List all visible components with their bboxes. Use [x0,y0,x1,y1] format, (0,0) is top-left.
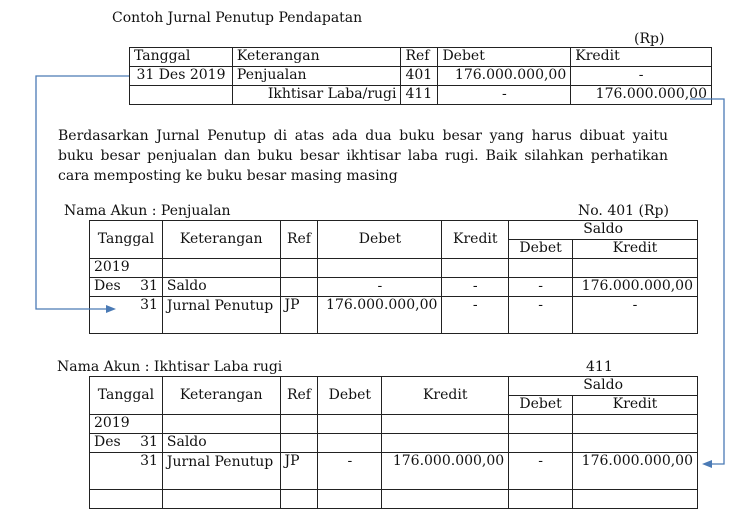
explanation-paragraph: Berdasarkan Jurnal Penutup di atas ada dua buku besar yang harus dibuat yaitu buku besar penjualan dan buku besar ikhtisar laba rugi. Baik silahkan perhatikan cara memposting ke buku besar masing masing [58,128,668,184]
ledger-income-day: 31 [140,434,158,450]
ledger-income-month: Des [94,434,121,450]
journal-header-desc: Keterangan [232,48,401,67]
ledger-income-saldo-debet: - [509,453,573,490]
ledger-sales-desc: Jurnal Penutup [162,297,280,334]
ledger-sales-account-number: No. 401 (Rp) [578,203,669,219]
ledger-sales-header-saldo-kredit: Kredit [573,240,698,259]
journal-kredit: 176.000.000,00 [571,86,712,105]
ledger-income-header-kredit: Kredit [382,377,509,415]
arrowhead-sales [106,305,116,313]
journal-header-kredit: Kredit [571,48,712,67]
ledger-income-header-desc: Keterangan [162,377,280,415]
ledger-sales-day: 31 [140,297,158,313]
ledger-income-account-name: Nama Akun : Ikhtisar Laba rugi [57,359,283,375]
arrow-posting-sales [36,76,129,309]
journal-currency: (Rp) [634,31,665,47]
ledger-sales-debet: - [318,278,442,297]
ledger-sales-header-saldo: Saldo [509,221,698,240]
ledger-sales-desc: Saldo [162,278,280,297]
ledger-sales-account-name: Nama Akun : Penjualan [64,203,231,219]
ledger-income-account-number: 411 [586,359,613,375]
journal-desc: Penjualan [232,67,401,86]
ledger-sales-day: 31 [140,278,158,294]
journal-header-ref: Ref [401,48,438,67]
ledger-income-header-saldo-kredit: Kredit [573,396,698,415]
ledger-sales-kredit: - [442,278,509,297]
ledger-income-kredit: 176.000.000,00 [382,453,509,490]
ledger-sales-header-kredit: Kredit [442,221,509,259]
journal-ref: 401 [401,67,438,86]
ledger-sales-saldo-debet: - [509,278,573,297]
ledger-sales-saldo-kredit: 176.000.000,00 [573,278,698,297]
ledger-sales-month: Des [94,278,121,294]
ledger-income-header-saldo-debet: Debet [509,396,573,415]
ledger-income-desc: Saldo [162,434,280,453]
ledger-sales-saldo-kredit: - [573,297,698,334]
ledger-sales-header-desc: Keterangan [162,221,280,259]
ledger-sales-ref: JP [280,297,318,334]
journal-header-debet: Debet [438,48,571,67]
ledger-sales-header-saldo-debet: Debet [509,240,573,259]
ledger-income-header-debet: Debet [318,377,382,415]
ledger-sales-header-date: Tanggal [90,221,163,259]
ledger-sales-header-ref: Ref [280,221,318,259]
journal-title: Contoh Jurnal Penutup Pendapatan [112,10,363,26]
journal-debet: 176.000.000,00 [438,67,571,86]
ledger-income-saldo-kredit: 176.000.000,00 [573,453,698,490]
journal-header-date: Tanggal [130,48,233,67]
ledger-income-ref: JP [280,453,318,490]
ledger-sales-kredit: - [442,297,509,334]
journal-kredit: - [571,67,712,86]
ledger-income-header-saldo: Saldo [509,377,698,396]
ledger-income-year: 2019 [90,415,163,434]
ledger-income-day: 31 [140,453,158,469]
arrow-posting-income [690,99,724,464]
ledger-income-debet: - [318,453,382,490]
arrowhead-income [702,460,712,468]
ledger-sales-debet: 176.000.000,00 [318,297,442,334]
ledger-sales-year: 2019 [90,259,163,278]
ledger-income-header-ref: Ref [280,377,318,415]
journal-desc: Ikhtisar Laba/rugi [232,86,401,105]
journal-debet: - [438,86,571,105]
journal-ref: 411 [401,86,438,105]
journal-date: 31 Des 2019 [130,67,233,86]
ledger-income-header-date: Tanggal [90,377,163,415]
ledger-sales-header-debet: Debet [318,221,442,259]
ledger-income-desc: Jurnal Penutup [162,453,280,490]
ledger-sales-saldo-debet: - [509,297,573,334]
